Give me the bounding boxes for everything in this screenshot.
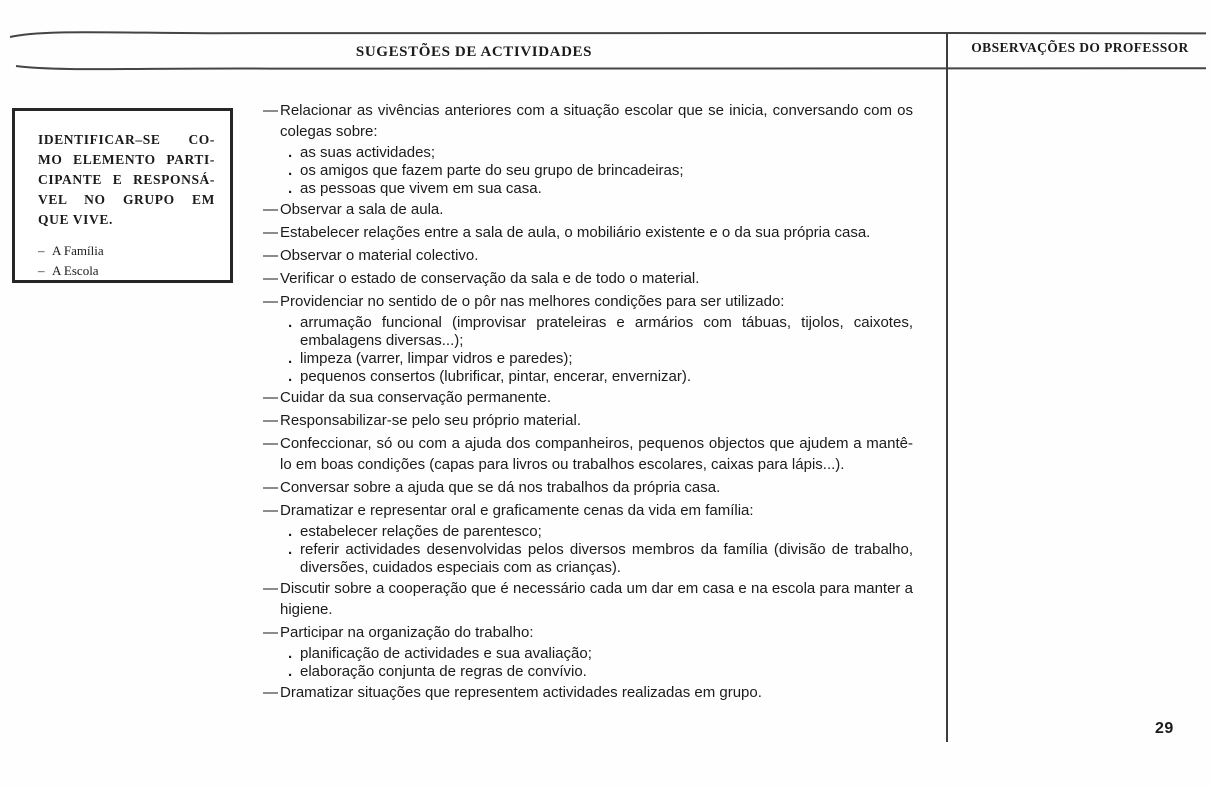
activities-column-header: SUGESTÕES DE ACTIVIDADES xyxy=(355,44,593,60)
activity-item xyxy=(263,199,913,220)
dash-bullet: — xyxy=(263,389,278,406)
dash-bullet: — xyxy=(263,102,278,119)
topic-item xyxy=(38,261,215,281)
activity-subitem xyxy=(263,350,913,368)
dash-bullet: — xyxy=(263,502,278,519)
subitem-text: as pessoas que vivem em sua casa. xyxy=(300,180,542,197)
observations-column xyxy=(948,72,1212,742)
activity-item xyxy=(263,268,913,289)
subitem-text: arrumação funcional (improvisar prateleiras e armários com tábuas, tijolos, caixotes, embalagens diversas...); xyxy=(300,314,913,349)
activity-subitem xyxy=(263,645,913,663)
activity-item xyxy=(263,100,913,142)
subitem-text: as suas actividades; xyxy=(300,144,436,161)
activity-item xyxy=(263,433,913,475)
activity-subitems xyxy=(263,645,913,681)
activity-subitem xyxy=(263,144,913,162)
activity-subitem xyxy=(263,541,913,577)
dot-bullet: . xyxy=(288,541,293,558)
dash-bullet: — xyxy=(263,624,278,641)
activity-subitem xyxy=(263,162,913,180)
activity-subitems xyxy=(263,144,913,198)
activity-subitem xyxy=(263,368,913,386)
dash-bullet: — xyxy=(263,293,278,310)
dot-bullet: . xyxy=(288,523,293,540)
dot-bullet: . xyxy=(288,368,293,385)
activity-item xyxy=(263,578,913,620)
activity-text: Participar na organização do trabalho: xyxy=(280,624,534,641)
activity-item xyxy=(263,682,913,703)
topic-list xyxy=(38,241,215,281)
activity-text: Providenciar no sentido de o pôr nas melhores condições para ser utilizado: xyxy=(280,293,785,310)
dash-bullet: — xyxy=(263,684,278,701)
dash-bullet: – xyxy=(38,243,45,258)
topic-box-title-line: QUE VIVE. xyxy=(38,212,113,227)
dash-bullet: — xyxy=(263,224,278,241)
dot-bullet: . xyxy=(288,663,293,680)
dot-bullet: . xyxy=(288,162,293,179)
top-rule xyxy=(0,26,1212,40)
activity-text: Confeccionar, só ou com a ajuda dos companheiros, pequenos objectos que ajudem a mantê-lo em boas condições (capas para livros ou trabalhos escolares, caixas para lápis...). xyxy=(280,435,913,473)
topic-box xyxy=(12,108,233,283)
dot-bullet: . xyxy=(288,645,293,662)
activity-text: Relacionar as vivências anteriores com a situação escolar que se inicia, conversando com os colegas sobre: xyxy=(280,102,913,140)
activity-subitems xyxy=(263,314,913,386)
activity-item xyxy=(263,291,913,312)
topic-box-title-line: VEL NO GRUPO EM xyxy=(38,192,215,207)
activity-item xyxy=(263,477,913,498)
dot-bullet: . xyxy=(288,180,293,197)
subitem-text: limpeza (varrer, limpar vidros e paredes); xyxy=(300,350,573,367)
subitem-text: referir actividades desenvolvidas pelos diversos membros da família (divisão de trabalho, diversões, cuidados especiais com as crianças). xyxy=(300,541,913,576)
dash-bullet: — xyxy=(263,435,278,452)
dot-bullet: . xyxy=(288,314,293,331)
activity-item xyxy=(263,622,913,643)
activity-text: Verificar o estado de conservação da sala e de todo o material. xyxy=(280,270,700,287)
subitem-text: planificação de actividades e sua avaliação; xyxy=(300,645,592,662)
topic-item-label: A Escola xyxy=(52,263,99,278)
topic-box-title-line: IDENTIFICAR–SE CO- xyxy=(38,132,215,147)
topic-item-label: A Família xyxy=(52,243,104,258)
activity-subitem xyxy=(263,180,913,198)
activity-text: Discutir sobre a cooperação que é necessário cada um dar em casa e na escola para manter a higiene. xyxy=(280,580,913,618)
dash-bullet: — xyxy=(263,270,278,287)
dash-bullet: — xyxy=(263,412,278,429)
activity-item xyxy=(263,410,913,431)
activity-text: Responsabilizar-se pelo seu próprio material. xyxy=(280,412,581,429)
dot-bullet: . xyxy=(288,144,293,161)
activity-item xyxy=(263,245,913,266)
activity-item xyxy=(263,387,913,408)
dash-bullet: — xyxy=(263,201,278,218)
activities-list xyxy=(263,100,913,705)
dash-bullet: — xyxy=(263,247,278,264)
subitem-text: estabelecer relações de parentesco; xyxy=(300,523,542,540)
activity-text: Observar a sala de aula. xyxy=(280,201,444,218)
dash-bullet: — xyxy=(263,580,278,597)
subitem-text: os amigos que fazem parte do seu grupo de brincadeiras; xyxy=(300,162,684,179)
activity-item xyxy=(263,222,913,243)
activity-subitem xyxy=(263,523,913,541)
activity-item xyxy=(263,500,913,521)
activity-subitem xyxy=(263,314,913,350)
subitem-text: pequenos consertos (lubrificar, pintar, encerar, envernizar). xyxy=(300,368,692,385)
dot-bullet: . xyxy=(288,350,293,367)
activity-text: Conversar sobre a ajuda que se dá nos trabalhos da própria casa. xyxy=(280,479,721,496)
activity-subitems xyxy=(263,523,913,577)
dash-bullet: – xyxy=(38,263,45,278)
activity-text: Dramatizar situações que representem actividades realizadas em grupo. xyxy=(280,684,762,701)
activity-text: Estabelecer relações entre a sala de aula, o mobiliário existente e o da sua própria casa. xyxy=(280,224,871,241)
activity-text: Observar o material colectivo. xyxy=(280,247,479,264)
activity-text: Cuidar da sua conservação permanente. xyxy=(280,389,551,406)
subitem-text: elaboração conjunta de regras de convívio. xyxy=(300,663,587,680)
activity-text: Dramatizar e representar oral e graficamente cenas da vida em família: xyxy=(280,502,754,519)
observations-column-header: OBSERVAÇÕES DO PROFESSOR xyxy=(971,40,1189,55)
topic-item xyxy=(38,241,215,261)
topic-box-title-line: MO ELEMENTO PARTI- xyxy=(38,152,215,167)
topic-box-title-line: CIPANTE E RESPONSÁ- xyxy=(38,172,215,187)
activity-subitem xyxy=(263,663,913,681)
dash-bullet: — xyxy=(263,479,278,496)
page-number: 29 xyxy=(1155,720,1174,737)
